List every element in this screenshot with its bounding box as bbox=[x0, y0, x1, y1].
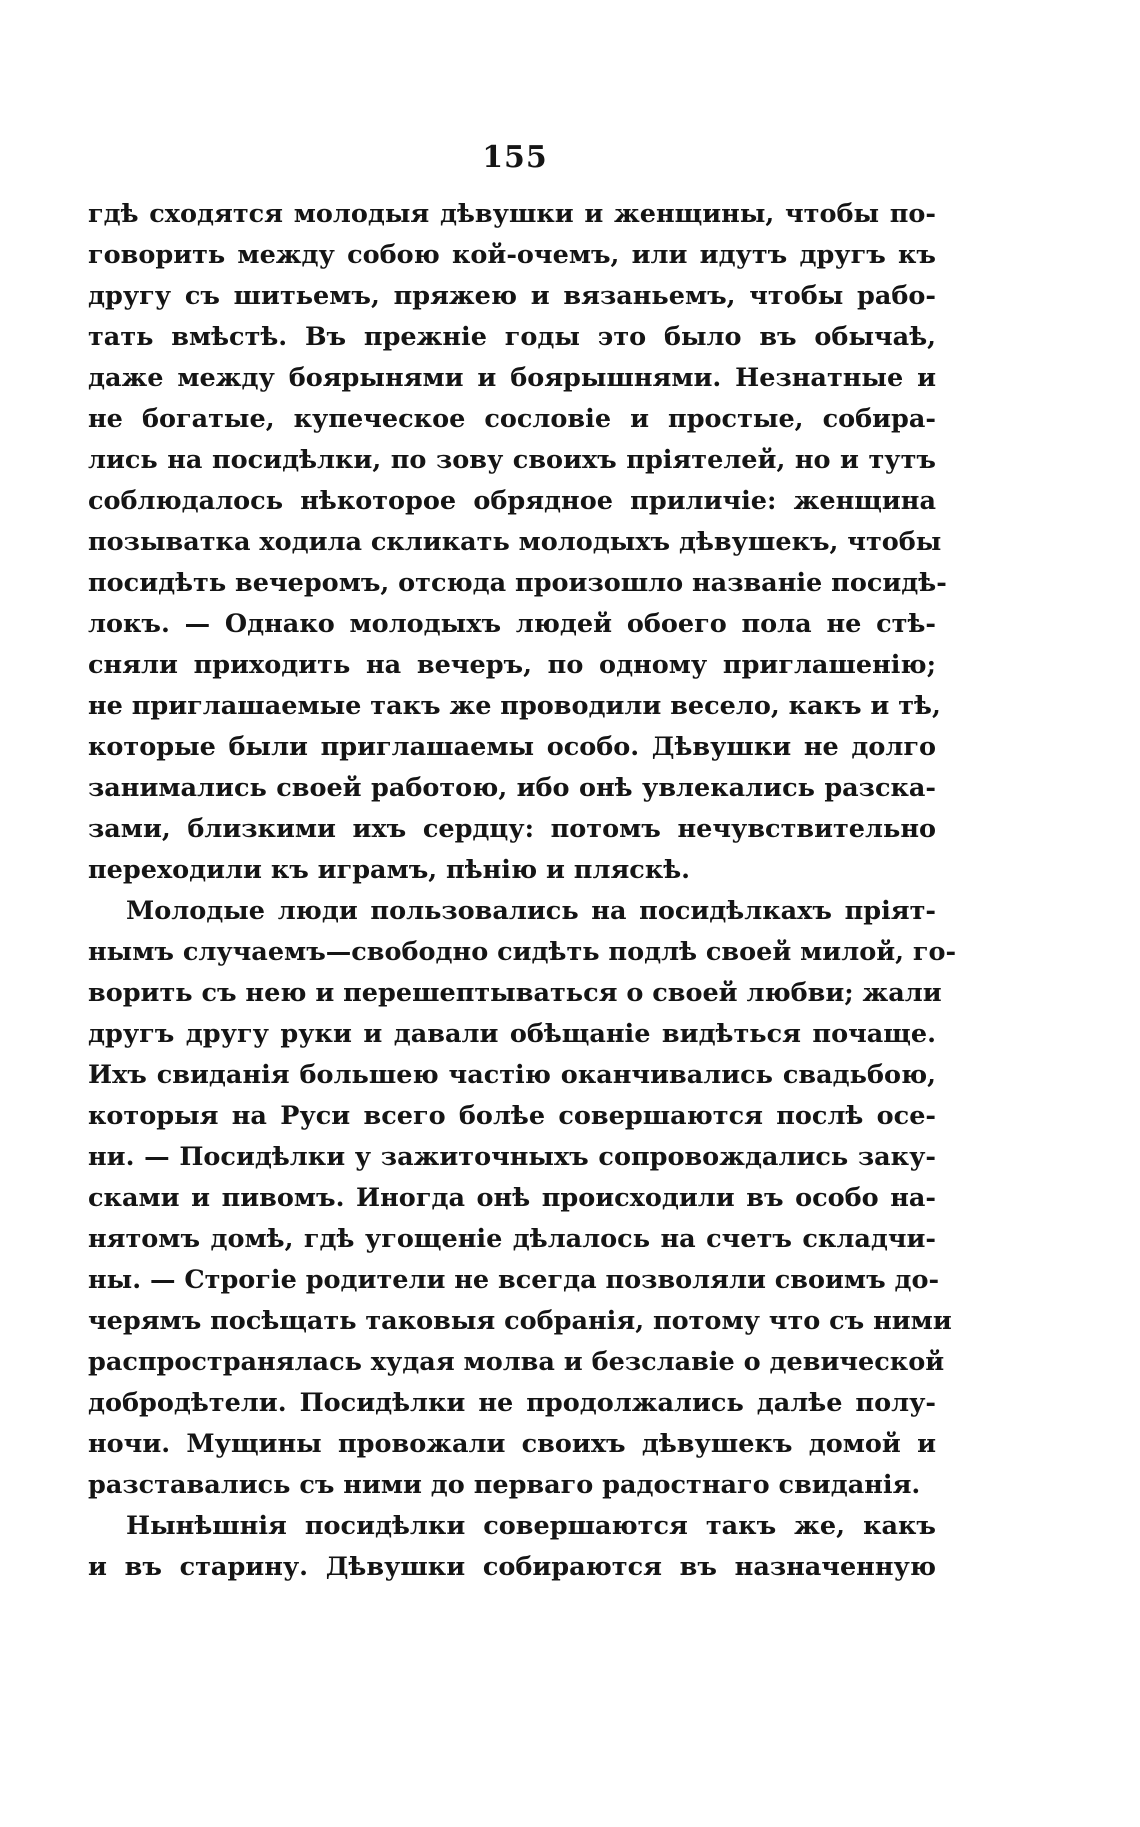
text-line: ворить съ нею и перешептываться о своей любви; жали bbox=[88, 978, 942, 1008]
text-line: разставались съ ними до перваго радостнаго свиданія. bbox=[88, 1470, 921, 1500]
text-line: нымъ случаемъ—свободно сидѣть подлѣ своей милой, го- bbox=[88, 937, 957, 967]
text-line: другу съ шитьемъ, пряжею и вязаньемъ, чтобы рабо- bbox=[88, 281, 936, 311]
text-line: которыя на Руси всего болѣе совершаются послѣ осе- bbox=[88, 1101, 936, 1131]
text-line: Молодые люди пользовались на посидѣлкахъ пріят- bbox=[126, 896, 936, 926]
text-line: ни. — Посидѣлки у зажиточныхъ сопровождались заку- bbox=[88, 1142, 936, 1172]
text-line: черямъ посѣщать таковыя собранія, потому что съ ними bbox=[88, 1306, 952, 1336]
paragraph bbox=[88, 1506, 936, 1588]
text-line: Нынѣшнія посидѣлки совершаются такъ же, какъ bbox=[126, 1511, 936, 1541]
text-line: другъ другу руки и давали обѣщаніе видѣться почаще. bbox=[88, 1019, 936, 1049]
text-line: соблюдалось нѣкоторое обрядное приличіе: женщина bbox=[88, 486, 936, 516]
text-line: локъ. — Однако молодыхъ людей обоего пола не стѣ- bbox=[88, 609, 936, 639]
text-line: тать вмѣстѣ. Въ прежніе годы это было въ обычаѣ, bbox=[88, 322, 936, 352]
text-line: занимались своей работою, ибо онѣ увлекались разска- bbox=[88, 773, 936, 803]
text-line: переходили къ играмъ, пѣнію и пляскѣ. bbox=[88, 855, 691, 885]
text-line: нятомъ домѣ, гдѣ угощеніе дѣлалось на счетъ складчи- bbox=[88, 1224, 936, 1254]
text-line: сками и пивомъ. Иногда онѣ происходили въ особо на- bbox=[88, 1183, 936, 1213]
text-line: не богатые, купеческое сословіе и простые, собира- bbox=[88, 404, 936, 434]
paragraph bbox=[88, 194, 947, 891]
text-line: ны. — Строгіе родители не всегда позволяли своимъ до- bbox=[88, 1265, 940, 1295]
text-line: гдѣ сходятся молодыя дѣвушки и женщины, чтобы по- bbox=[88, 199, 936, 229]
text-line: говорить между собою кой-очемъ, или идутъ другъ къ bbox=[88, 240, 936, 270]
text-line: Ихъ свиданія большею частію оканчивались свадьбою, bbox=[88, 1060, 936, 1090]
text-line: которые были приглашаемы особо. Дѣвушки не долго bbox=[88, 732, 936, 762]
text-line: не приглашаемые такъ же проводили весело, какъ и тѣ, bbox=[88, 691, 941, 721]
page-number: 155 bbox=[482, 140, 548, 175]
text-line: позыватка ходила скликать молодыхъ дѣвушекъ, чтобы bbox=[88, 527, 942, 557]
text-line: распространялась худая молва и безславіе о девической bbox=[88, 1347, 945, 1377]
text-line: ночи. Мущины провожали своихъ дѣвушекъ домой и bbox=[88, 1429, 936, 1459]
text-line: зами, близкими ихъ сердцу: потомъ нечувствительно bbox=[88, 814, 936, 844]
text-line: и въ старину. Дѣвушки собираются въ назначенную bbox=[88, 1552, 936, 1582]
text-line: добродѣтели. Посидѣлки не продолжались далѣе полу- bbox=[88, 1388, 936, 1418]
body-text bbox=[88, 194, 957, 1588]
text-line: сняли приходить на вечеръ, по одному приглашенію; bbox=[88, 650, 936, 680]
text-line: посидѣть вечеромъ, отсюда произошло названіе посидѣ- bbox=[88, 568, 947, 598]
text-line: лись на посидѣлки, по зову своихъ пріятелей, но и тутъ bbox=[88, 445, 936, 475]
paragraph bbox=[88, 891, 957, 1506]
text-line: даже между боярынями и боярышнями. Незнатные и bbox=[88, 363, 936, 393]
